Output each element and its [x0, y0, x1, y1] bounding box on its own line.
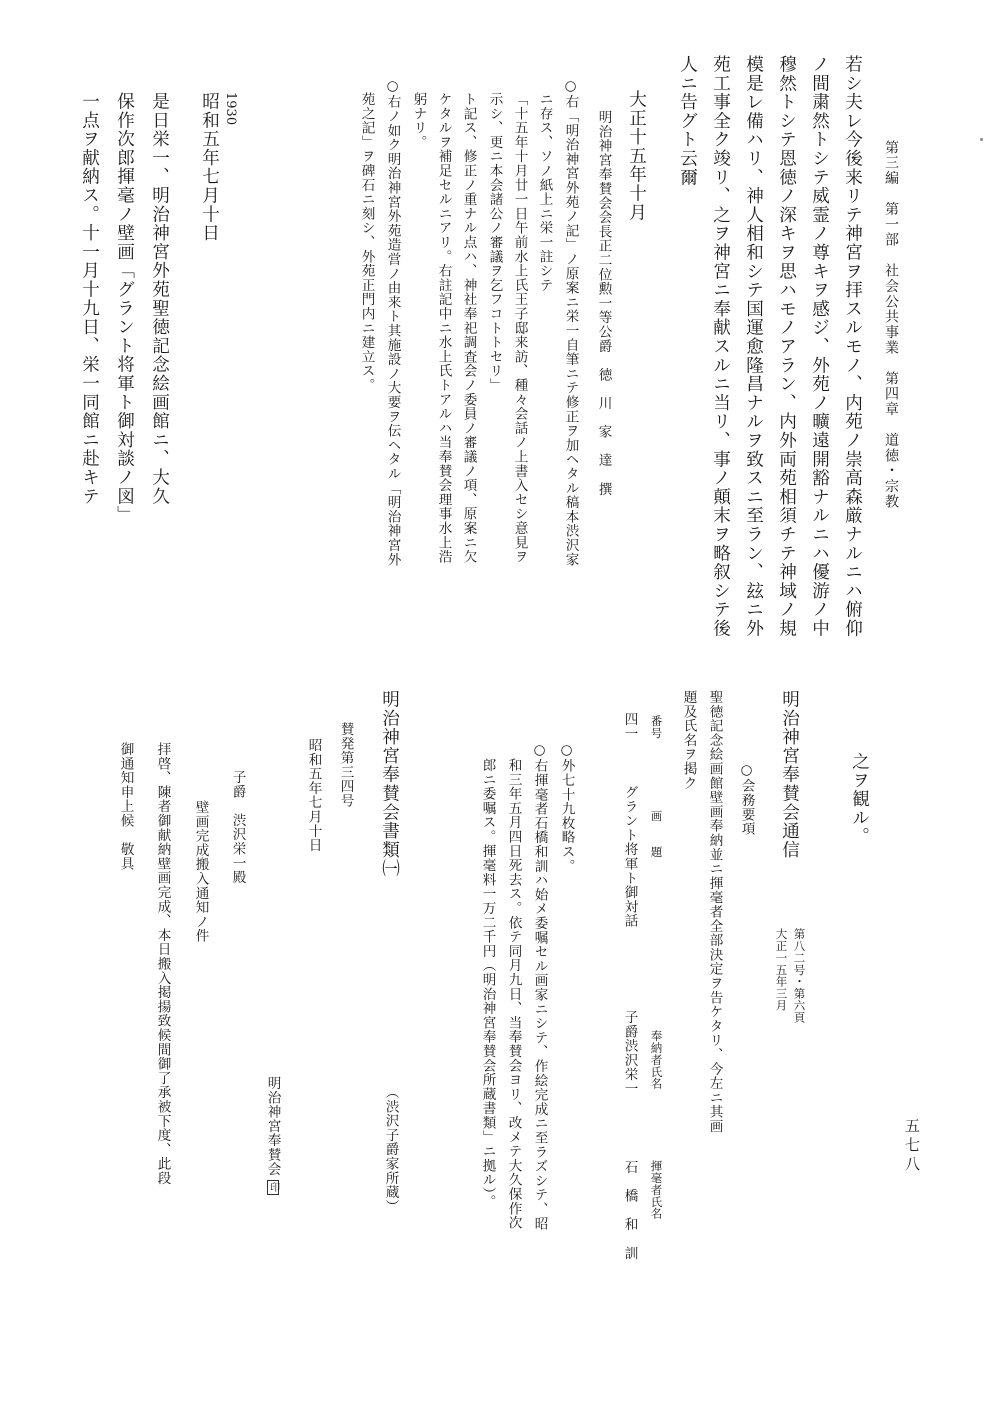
table-header-number: 番号 — [649, 715, 664, 739]
letter-sender-name: 明治神宮奉賛会 — [264, 1076, 281, 1177]
announce-line: 聖徳記念絵画館壁画奉納並ニ揮毫者全部決定ヲ告ケタリ、今左ニ其画 — [706, 690, 723, 1134]
body-line: ノ間粛然トシテ威霊ノ尊キヲ感ジ、外苑ノ曠遠開豁ナルニハ優游ノ中 — [809, 55, 830, 638]
announce-line: 題及氏名ヲ掲ク — [680, 690, 697, 791]
running-header: 第三編 第一部 社会公共事業 第四章 道徳・宗教 — [883, 140, 899, 510]
letter-date: 昭和五年七月十日 — [305, 738, 322, 853]
bulletin-title: 明治神宮奉賛会通信 — [779, 690, 800, 860]
document-volume: ㈠ — [379, 859, 400, 879]
document-title — [380, 690, 398, 878]
bulletin-reference: 第八二号・第六頁 — [792, 928, 807, 1024]
letter-number: 賛発第三四号 — [337, 722, 354, 808]
omission-note: ○外七十九枚略ス。 — [558, 742, 575, 874]
table-row-painter: 石 橋 和 訓 — [621, 1160, 638, 1261]
body-line: 穆然トシテ恩徳ノ深キヲ思ハモノアラン、内外両苑相須チテ神域ノ規 — [776, 55, 797, 638]
letter-body-line: 御通知申上候 敬具 — [117, 742, 134, 871]
document-source: （渋沢子爵家所蔵） — [382, 1085, 399, 1214]
document-title-text: 明治神宮奉賛会書類 — [379, 690, 400, 860]
entry-line: 保作次郎揮毫ノ壁画「グラント将軍ト御対談ノ図」 — [114, 92, 135, 525]
section-heading: ○会務要項 — [738, 762, 755, 836]
painter-note-line: 和三年五月四日死去ス。依テ同月九日、当奉賛会ヨリ、改メテ大久保作次 — [505, 758, 522, 1230]
note-line: 「十五年十月廿一日午前水上氏王子邸来訪、種々会話ノ上書入セシ意見ヲ — [511, 92, 528, 564]
table-row-number: 四一 — [621, 712, 638, 741]
seal-stamp: 印 — [267, 1182, 279, 1193]
entry-line: 一点ヲ献納ス。十一月十九日、栄一同館ニ赴キテ — [79, 92, 100, 506]
note-line: ○右「明治神宮外苑ノ記」ノ原案ニ栄一自筆ニテ修正ヲ加ヘタル稿本渋沢家 — [562, 78, 579, 567]
table-row-title: グラント将軍ト御対話 — [621, 785, 638, 928]
note-line: ニ存ス、ソノ紙上ニ栄一註シテ — [536, 92, 553, 293]
note-line: 苑之記」ヲ碑石ニ刻シ、外苑正門内ニ建立ス。 — [358, 92, 375, 393]
page-speck — [980, 138, 983, 141]
table-header-painter: 揮毫者氏名 — [649, 1160, 664, 1220]
entry-date: 昭和五年七月十日 — [199, 92, 220, 243]
body-line: 模是レ備ハリ、神人相和シテ国運愈隆昌ナルヲ致スニ至ラン、玆ニ外 — [743, 55, 764, 638]
entry-continuation: 之ヲ観ル。 — [849, 752, 870, 846]
table-header-title: 画 題 — [649, 810, 664, 858]
page-number: 五七八 — [903, 1118, 921, 1175]
note-line: ケタルヲ補足セルニアリ。右註記中ニ水上氏トアルハ当奉賛会理事水上浩 — [435, 92, 452, 564]
letter-subject: 壁画完成搬入通知ノ件 — [192, 800, 209, 943]
table-header-donor: 奉納者氏名 — [649, 1030, 664, 1090]
painter-note-line: 郎ニ委嘱ス。揮毫料一万二千円（明治神宮奉賛会所蔵書類」ニ拠ル）。 — [479, 758, 496, 1209]
entry-line: 是日栄一、明治神宮外苑聖徳記念絵画館ニ、大久 — [149, 92, 170, 506]
inscription-date: 大正十五年十月 — [626, 90, 647, 222]
letter-sender — [265, 1076, 279, 1195]
note-line: ○右ノ如ク明治神宮外苑造営ノ由来ト其施設ノ大要ヲ伝ヘタル「明治神宮外 — [384, 78, 401, 567]
year-marker: 1930 — [223, 92, 238, 126]
body-line: 若シ夫レ今後来リテ神宮ヲ拝スルモノ、内苑ノ崇高森厳ナルニハ俯仰 — [842, 55, 863, 638]
letter-recipient: 子爵 渋沢栄一殿 — [229, 770, 246, 885]
painter-note-line: ○右揮毫者石橋和訓ハ始メ委嘱セル画家ニシテ、作絵完成ニ至ラズシテ、昭 — [531, 742, 548, 1231]
note-line: 示シ、更ニ本会諸公ノ審議ヲ乞フコトトセリ」 — [486, 92, 503, 393]
body-line: 人ニ告グト云爾 — [677, 55, 698, 187]
note-line: ト記ス、修正ノ重ナル点ハ、神社奉祀調査会ノ委員ノ審議ノ項、原案ニ欠 — [460, 92, 477, 564]
body-line: 苑工事全ク竣リ、之ヲ神宮ニ奉献スルニ当リ、事ノ顛末ヲ略叙シテ後 — [710, 55, 731, 638]
table-row-donor: 子爵渋沢栄一 — [621, 1010, 638, 1096]
note-line: 躬ナリ。 — [410, 92, 427, 150]
inscription-author: 明治神宮奉賛会会長正二位勲一等公爵 徳 川 家 達 撰 — [595, 110, 612, 497]
letter-body-line: 拝啓、陳者御献納壁画完成、本日搬入掲揚致候間御了承被下度、此段 — [154, 742, 171, 1186]
bulletin-reference: 大正一五年三月 — [774, 928, 789, 1012]
